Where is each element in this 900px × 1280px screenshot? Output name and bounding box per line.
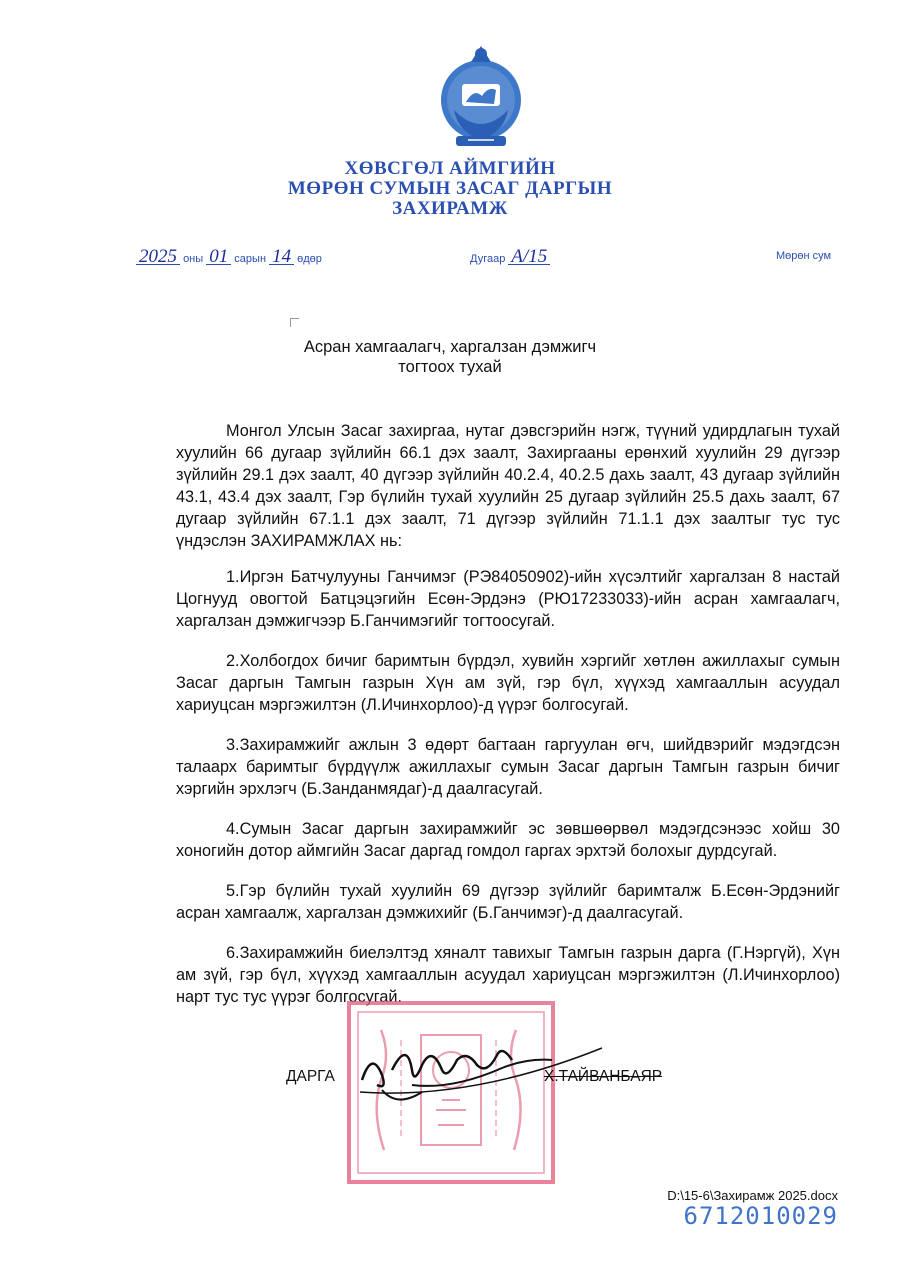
date-year: 2025: [136, 250, 180, 265]
date-day-suffix: өдөр: [297, 253, 322, 265]
date-line: [136, 246, 322, 267]
preamble-paragraph: [176, 420, 840, 552]
number-label: Дугаар: [470, 253, 506, 265]
signatory-name: Х.ТАЙВАНБАЯР: [544, 1068, 663, 1085]
handwritten-signature: [352, 1030, 612, 1110]
org-name-line2: МӨРӨН СУМЫН ЗАСАГ ДАРГЫН: [287, 178, 613, 199]
date-year-suffix: оны: [183, 253, 204, 265]
clause-5: [176, 880, 840, 924]
subject-line1: Асран хамгаалагч, харгалзан дэмжигч: [303, 338, 597, 356]
paragraph-text: 3.Захирамжийг ажлын 3 өдөрт багтаан гаргуулан өгч, шийдвэрийг мэдэгдсэн талаарх баримтыг бүрдүүлж ажиллахыг сумын Засаг даргын Тамгын газрын бичиг хэргийн эрхлэгч (Б.Занданмядаг)-д даалгасугай.: [176, 736, 840, 798]
subject-line2: тогтоох тухай: [398, 358, 502, 376]
place: Мөрөн сум: [776, 250, 832, 262]
paragraph-text: 1.Иргэн Батчулууны Ганчимэг (РЭ84050902)-ийн хүсэлтийг харгалзан 8 настай Цогнууд овогтой Батцэцэгийн Есөн-Эрдэнэ (РЮ17233033)-ийн асран хамгаалагч, харгалзан дэмжигчээр Б.Ганчимэгийг тогтоосугай.: [176, 568, 840, 630]
org-name-line1: ХӨВСГӨЛ АЙМГИЙН: [344, 158, 556, 179]
date-day: 14: [269, 250, 294, 265]
document-number: А/15: [508, 250, 550, 265]
paragraph-text: Монгол Улсын Засаг захиргаа, нутаг дэвсгэрийн нэгж, түүний удирдлагын тухай хуулийн 66 дугаар зүйлийн 66.1 дэх заалт, Захиргааны ерөнхий хуулийн 29 дүгээр зүйлийн 29.1 дэх заалт, 40 дүгээр зүйлийн 40.2.4, 40.2.5 дахь заалт, 43 дугаар зүйлийн 43.1, 43.4 дэх заалт, Гэр бүлийн тухай хуулийн 25 дугаар зүйлийн 25.5 дахь заалт, 67 дугаар зүйлийн 67.1.1 дэх заалт, 71 дүгээр зүйлийн 71.1.1 дэх заалтыг тус тус үндэслэн ЗАХИРАМЖЛАХ нь:: [176, 422, 840, 550]
signatory-title: ДАРГА: [286, 1068, 335, 1085]
date-month-suffix: сарын: [234, 253, 267, 265]
clause-2: [176, 650, 840, 716]
state-emblem-icon: [436, 40, 526, 160]
serial-number: 6712010029: [683, 1202, 838, 1230]
paragraph-text: 6.Захирамжийн биелэлтэд хяналт тавихыг Тамгын газрын дарга (Г.Нэргүй), Хүн ам зүй, гэр бүл, хүүхэд хамгааллын асуудал хариуцсан мэргэжилтэн (Л.Ичинхорлоо) нарт тус тус үүрэг болгосугай.: [176, 944, 840, 1006]
clause-6: [176, 942, 840, 1008]
clause-3: [176, 734, 840, 800]
paragraph-text: 4.Сумын Засаг даргын захирамжийг эс зөвшөөрвөл мэдэгдсэнээс хойш 30 хоногийн дотор аймгийн Засаг даргад гомдол гаргах эрхтэй болохыг дурдсугай.: [176, 820, 840, 860]
date-month: 01: [206, 250, 231, 265]
number-line: [470, 246, 550, 267]
paragraph-text: 5.Гэр бүлийн тухай хуулийн 69 дүгээр зүйлийг баримталж Б.Есөн-Эрдэнийг асран хамгаалж, харгалзан дэмжихийг (Б.Ганчимэг)-д даалгасугай.: [176, 882, 840, 922]
subject-corner-mark: [290, 318, 299, 327]
file-path: D:\15-6\Захирамж 2025.docx: [667, 1188, 838, 1203]
paragraph-text: 2.Холбогдох бичиг баримтын бүрдэл, хувийн хэргийг хөтлөн ажиллахыг сумын Засаг даргын Тамгын газрын Хүн ам зүй, гэр бүл, хүүхэд хамгааллын асуудал хариуцсан мэргэжилтэн (Л.Ичинхорлоо)-д үүрэг болгосугай.: [176, 652, 840, 714]
document-type: ЗАХИРАМЖ: [392, 198, 508, 219]
clause-1: [176, 566, 840, 632]
clause-4: [176, 818, 840, 862]
